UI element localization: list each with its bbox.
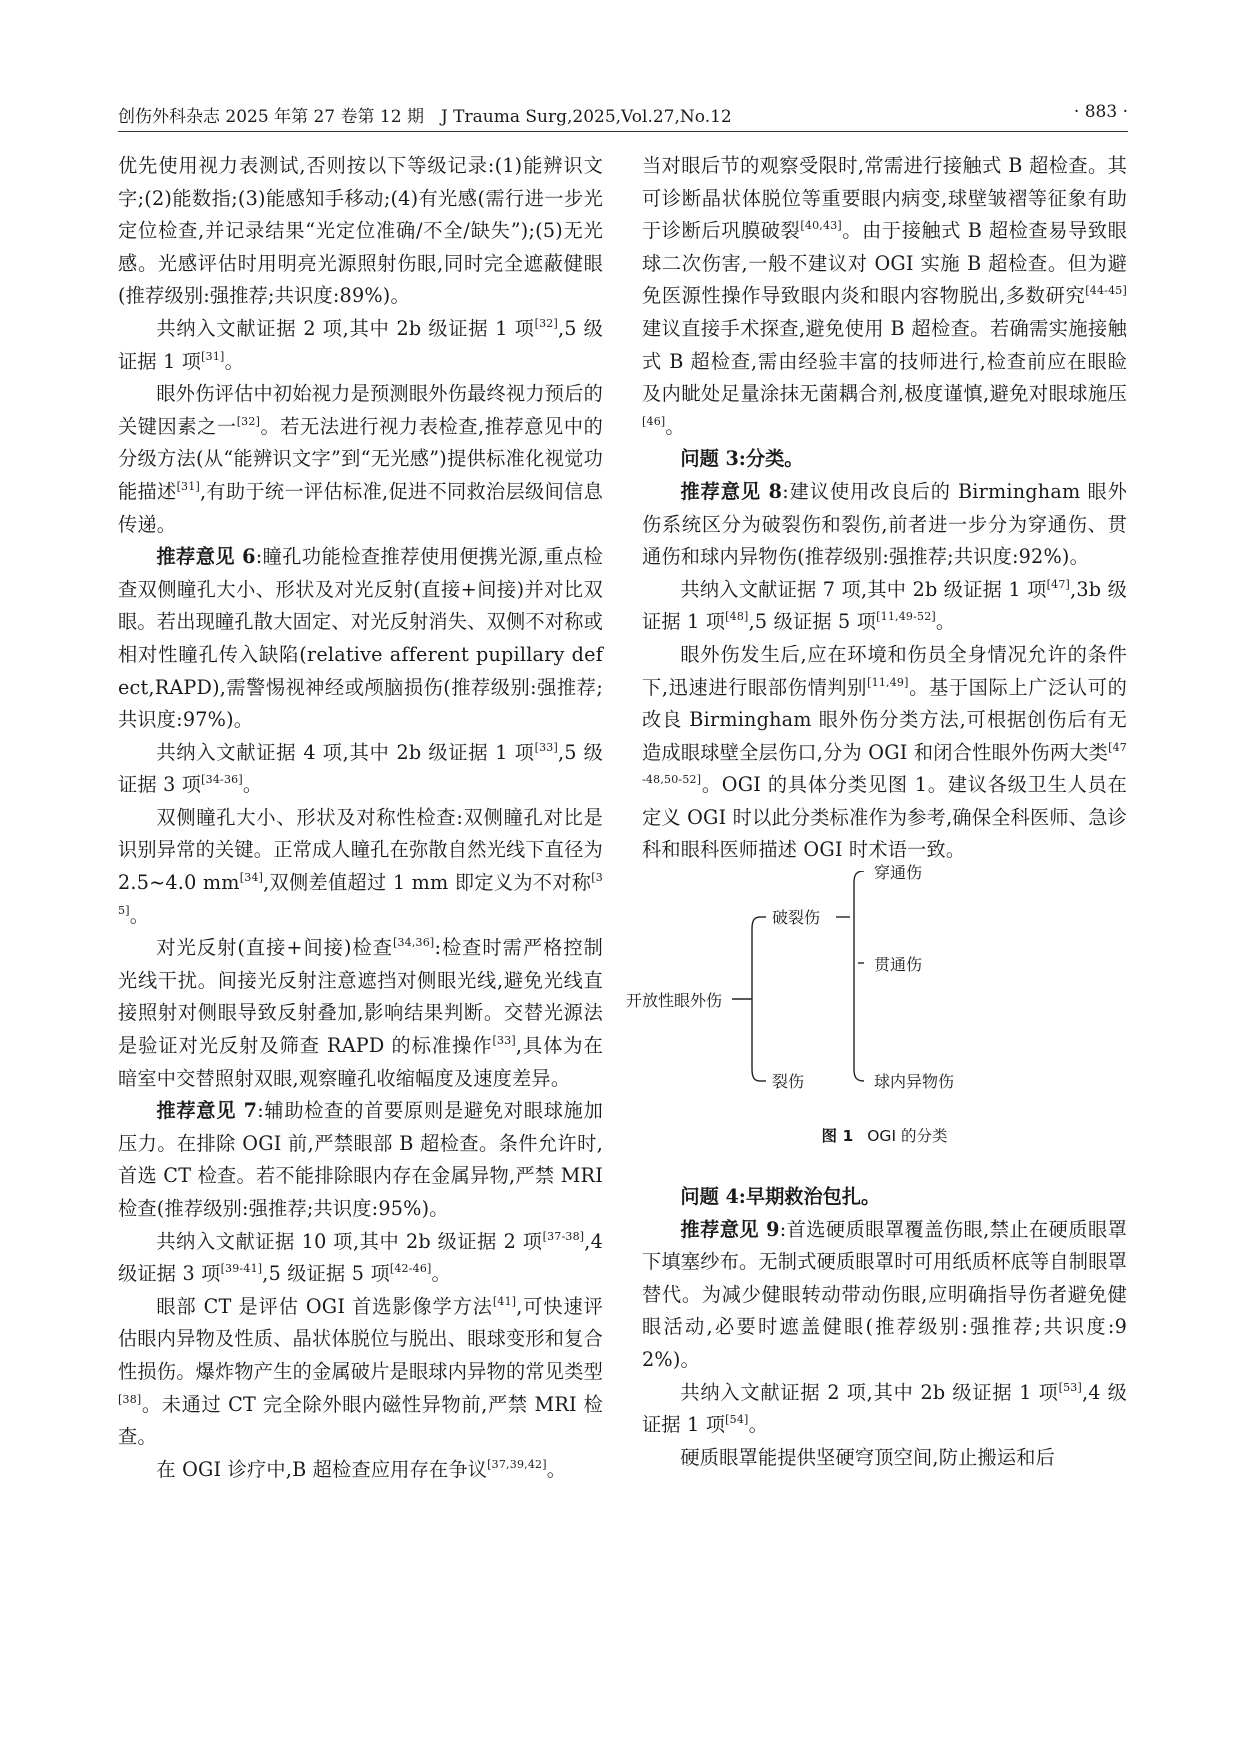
root-node: 开放性眼外伤 bbox=[626, 991, 723, 1011]
paragraph: 双侧瞳孔大小、形状及对称性检查:双侧瞳孔对比是识别异常的关键。正常成人瞳孔在弥散自然光线下直径为 2.5~4.0 mm[34],双侧差值超过 1 mm 即定义为不对称[35]。 bbox=[118, 805, 603, 927]
figure-number: 图 1 bbox=[821, 1127, 854, 1146]
section-heading-question-3: 问题 3:分类。 bbox=[680, 447, 804, 471]
left-bracket bbox=[752, 917, 760, 1081]
paragraph: 共纳入文献证据 4 项,其中 2b 级证据 1 项[33],5 级证据 3 项[34-36]。 bbox=[118, 740, 603, 797]
citation: [40,43] bbox=[800, 219, 842, 233]
citation: [48] bbox=[725, 610, 749, 624]
citation: [39-41] bbox=[220, 1262, 263, 1276]
citation: [47] bbox=[1046, 577, 1071, 591]
citation: [34,36] bbox=[392, 936, 435, 950]
paragraph: 眼外伤评估中初始视力是预测眼外伤最终视力预后的关键因素之一[32]。若无法进行视力表检查,推荐意见中的分级方法(从“能辨识文字”到“无光感”)提供标准化视觉功能描述[31],有助于统一评估标准,促进不同救治层级间信息传递。 bbox=[118, 382, 604, 536]
figure-caption bbox=[642, 1121, 1127, 1181]
paragraph: 对光反射(直接+间接)检查[34,36]:检查时需严格控制光线干扰。间接光反射注意遮挡对侧眼光线,避免光线直接照射对侧眼导致反射叠加,影响结果判断。交替光源法是验证对光反射及筛查 RAPD 的标准操作[33],具体为在暗室中交替照射双眼,观察瞳孔收缩幅度及速度差异。 bbox=[118, 936, 603, 1090]
recommendation-label: 推荐意见 8 bbox=[680, 479, 783, 503]
citation: [31] bbox=[176, 479, 200, 493]
paragraph: 硬质眼罩能提供坚硬穹顶空间,防止搬运和后 bbox=[680, 1445, 1056, 1469]
left-column bbox=[118, 150, 603, 1486]
citation: [54] bbox=[725, 1413, 749, 1427]
citation: [32] bbox=[534, 316, 558, 330]
citation: [42-46] bbox=[389, 1262, 432, 1276]
citation: [37-38] bbox=[542, 1229, 585, 1243]
figure-title: OGI 的分类 bbox=[867, 1127, 948, 1146]
citation: [31] bbox=[201, 349, 225, 363]
citation: [32] bbox=[236, 414, 261, 428]
citation: [44-45] bbox=[1085, 284, 1127, 298]
page-number: · 883 · bbox=[1073, 102, 1128, 122]
citation: [37,39,42] bbox=[487, 1457, 547, 1471]
recommendation-7: 推荐意见 7:辅助检查的首要原则是避免对眼球施加压力。在排除 OGI 前,严禁眼部 B 超检查。条件允许时,首选 CT 检查。若不能排除眼内存在金属异物,严禁 MRI 检查(推荐级别:强推荐;共识度:95%)。 bbox=[118, 1099, 603, 1220]
citation: [46] bbox=[642, 414, 666, 428]
recommendation-9: 推荐意见 9:首选硬质眼罩覆盖伤眼,禁止在硬质眼罩下填塞纱布。无制式硬质眼罩时可用纸质杯底等自制眼罩替代。为减少健眼转动带动伤眼,应明确指导伤者避免健眼活动,必要时遮盖健眼(推荐级别:强推荐;共识度:92%)。 bbox=[642, 1217, 1127, 1372]
paragraph: 共纳入文献证据 2 项,其中 2b 级证据 1 项[53],4 级证据 1 项[54]。 bbox=[642, 1380, 1127, 1437]
paragraph: 当对眼后节的观察受限时,常需进行接触式 B 超检查。其可诊断晶状体脱位等重要眼内病变,球壁皱褶等征象有助于诊断后巩膜破裂[40,43]。由于接触式 B 超检查易导致眼球二次伤害,一般不建议对 OGI 实施 B 超检查。但为避免医源性操作导致眼内炎和眼内容物脱出,多数研究[44-45]建议直接手术探查,避免使用 B 超检查。若确需实施接触式 B 超检查,需由经验丰富的技师进行,检查前应在眼睑及内眦处足量涂抹无菌耦合剂,极度谨慎,避免对眼球施压[46]。 bbox=[642, 154, 1128, 438]
right-column bbox=[626, 150, 1128, 1474]
paragraph: 眼外伤发生后,应在环境和伤员全身情况允许的条件下,迅速进行眼部伤情判别[11,49]。基于国际上广泛认可的改良 Birmingham 眼外伤分类方法,可根据创伤后有无造成眼球壁全层伤口,分为 OGI 和闭合性眼外伤两大类[47-48,50-52]。OGI 的具体分类见图 1。建议各级卫生人员在定义 OGI 时以此分类标准作为参考,确保全科医师、急诊科和眼科医师描述 OGI 时术语一致。 bbox=[642, 642, 1127, 862]
section-heading-question-4: 问题 4:早期救治包扎。 bbox=[680, 1185, 881, 1209]
leaf-intraocular-foreign-body: 球内异物伤 bbox=[874, 1072, 955, 1092]
citation: [47-48,50-52] bbox=[642, 740, 1127, 787]
recommendation-6: 推荐意见 6:瞳孔功能检查推荐使用便携光源,重点检查双侧瞳孔大小、形状及对光反射(直接+间接)并对比双眼。若出现瞳孔散大固定、对光反射消失、双侧不对称或相对性瞳孔传入缺陷(relative afferent pupillary defect,RAPD),需警惕视神经或颅脑损伤(推荐级别:强推荐;共识度:97%)。 bbox=[118, 545, 603, 732]
paragraph: 共纳入文献证据 10 项,其中 2b 级证据 2 项[37-38],4 级证据 3 项[39-41],5 级证据 5 项[42-46]。 bbox=[118, 1229, 603, 1286]
paragraph: 共纳入文献证据 2 项,其中 2b 级证据 1 项[32],5 级证据 1 项[31]。 bbox=[118, 316, 603, 373]
right-bracket bbox=[854, 871, 864, 1081]
citation: [34] bbox=[239, 871, 264, 885]
recommendation-8: 推荐意见 8:建议使用改良后的 Birmingham 眼外伤系统区分为破裂伤和裂伤,前者进一步分为穿通伤、贯通伤和球内异物伤(推荐级别:强推荐;共识度:92%)。 bbox=[642, 479, 1127, 569]
leaf-penetrating: 穿通伤 bbox=[874, 863, 923, 883]
leaf-perforating: 贯通伤 bbox=[874, 955, 923, 975]
citation: [33] bbox=[534, 740, 558, 754]
citation: [38] bbox=[118, 1392, 142, 1406]
citation: [35] bbox=[118, 871, 603, 917]
paragraph: 在 OGI 诊疗中,B 超检查应用存在争议[37,39,42]。 bbox=[156, 1457, 567, 1481]
running-header bbox=[118, 102, 1128, 132]
recommendation-label: 推荐意见 6 bbox=[156, 545, 256, 569]
recommendation-label: 推荐意见 7 bbox=[156, 1099, 258, 1123]
journal-info: 创伤外科杂志 2025 年第 27 卷第 12 期 J Trauma Surg,2025,Vol.27,No.12 bbox=[118, 107, 732, 127]
paragraph: 眼部 CT 是评估 OGI 首选影像学方法[41],可快速评估眼内异物及性质、晶状体脱位与脱出、眼球变形和复合性损伤。爆炸物产生的金属破片是眼球内异物的常见类型[38]。未通过 CT 完全除外眼内磁性异物前,严禁 MRI 检查。 bbox=[118, 1294, 603, 1449]
citation: [11,49-52] bbox=[876, 610, 936, 624]
paragraph: 共纳入文献证据 7 项,其中 2b 级证据 1 项[47],3b 级证据 1 项[48],5 级证据 5 项[11,49-52]。 bbox=[642, 577, 1127, 634]
citation: [41] bbox=[492, 1294, 517, 1308]
paragraph: 优先使用视力表测试,否则按以下等级记录:(1)能辨识文字;(2)能数指;(3)能感知手移动;(4)有光感(需行进一步光定位检查,并记录结果“光定位准确/不全/缺失”);(5)无光感。光感评估时用明亮光源照射伤眼,同时完全遮蔽健眼(推荐级别:强推荐;共识度:89%)。 bbox=[118, 154, 603, 308]
ogi-classification-figure bbox=[626, 863, 1127, 1121]
citation: [34-36] bbox=[201, 773, 243, 787]
recommendation-label: 推荐意见 9 bbox=[680, 1217, 780, 1241]
citation: [11,49] bbox=[867, 675, 909, 689]
header-rule bbox=[118, 131, 1128, 132]
citation: [33] bbox=[492, 1034, 516, 1048]
branch-rupture: 破裂伤 bbox=[772, 908, 821, 928]
branch-laceration: 裂伤 bbox=[772, 1072, 805, 1092]
citation: [53] bbox=[1058, 1380, 1082, 1394]
